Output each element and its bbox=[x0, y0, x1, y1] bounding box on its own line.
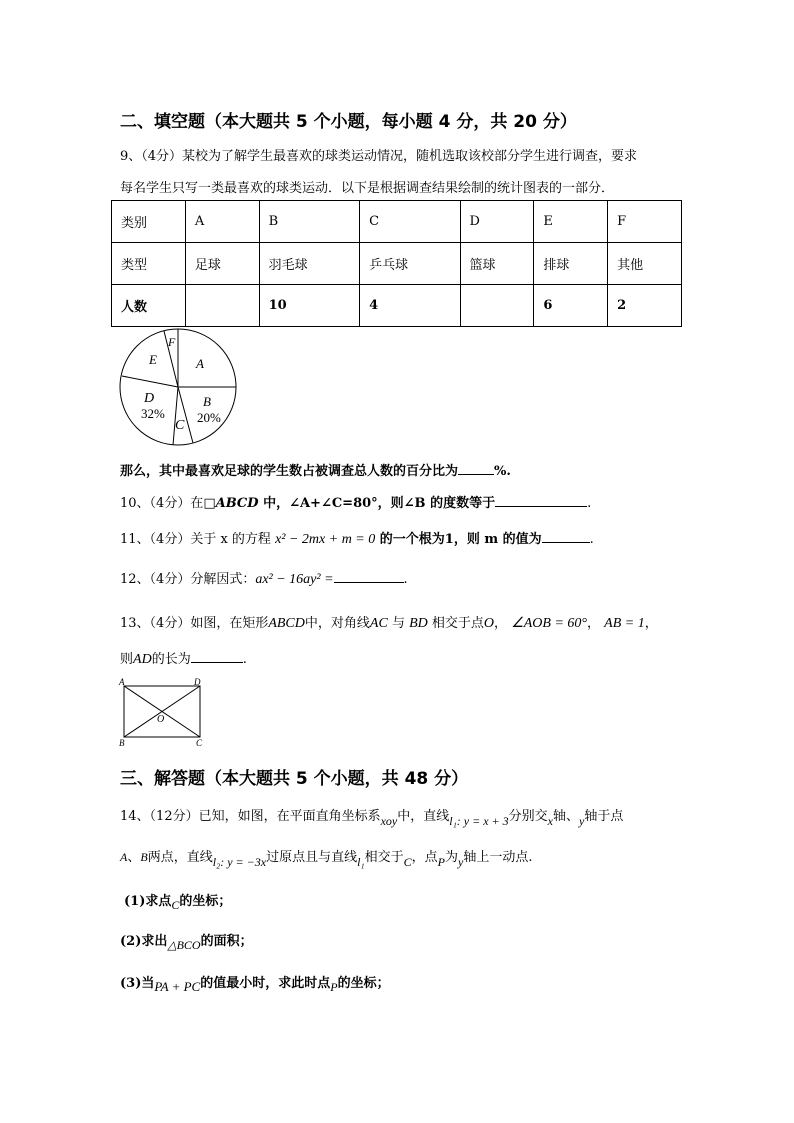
q13-bd: BD bbox=[409, 616, 428, 631]
q14-sub2-triangle: △BCO bbox=[167, 938, 201, 952]
q11-prefix: 11、（4分）关于 x 的方程 bbox=[120, 532, 271, 547]
pie-label-d: D bbox=[144, 391, 155, 406]
q14-c: C bbox=[403, 855, 412, 869]
q13-text: ， bbox=[644, 616, 658, 631]
q10-text: 中，∠A+∠C=80°，则∠B 的度数等于 bbox=[258, 496, 496, 511]
q14-l2-equation: l₂: y = −3x bbox=[212, 855, 267, 869]
q9-data-table bbox=[111, 200, 682, 327]
q13-line2 bbox=[120, 648, 247, 668]
q14-xoy: xoy bbox=[380, 814, 398, 828]
q10 bbox=[120, 492, 591, 511]
pie-value-d: 32% bbox=[141, 406, 165, 421]
q14-l1: l₁ bbox=[357, 855, 365, 869]
q13-rectangle-figure bbox=[116, 676, 208, 748]
q9-question-suffix: %. bbox=[494, 464, 511, 479]
q14-text: 相交于 bbox=[364, 850, 404, 865]
q14-text: 两点，直线 bbox=[147, 850, 213, 865]
table-row bbox=[112, 201, 682, 243]
q14-sub2-text: 的面积； bbox=[200, 934, 253, 949]
q14-sub3 bbox=[120, 972, 390, 994]
vertex-label-a: A bbox=[119, 677, 125, 687]
table-cell: 排球 bbox=[534, 243, 608, 285]
q14-b: B bbox=[140, 850, 148, 864]
pie-label-e: E bbox=[149, 352, 157, 367]
q13-ab: AB = 1 bbox=[604, 616, 645, 631]
q11-equation: x² − 2mx + m = 0 bbox=[275, 532, 376, 547]
q14-l1-equation: l₁: y = x + 3 bbox=[449, 814, 509, 828]
q13-angle: ∠AOB = 60° bbox=[511, 616, 588, 631]
table-cell: 2 bbox=[608, 285, 682, 327]
q10-abcd: ABCD bbox=[215, 496, 259, 511]
section-2-title: 二、填空题（本大题共 5 个小题，每小题 4 分，共 20 分） bbox=[120, 112, 577, 132]
q11 bbox=[120, 528, 594, 548]
q13-text: 的长为 bbox=[151, 652, 191, 667]
q9-line1: 9、（4分）某校为了解学生最喜欢的球类运动情况，随机选取该校部分学生进行调查，要求 bbox=[120, 149, 638, 164]
table-row bbox=[112, 243, 682, 285]
q14-text: 轴于点 bbox=[584, 809, 624, 824]
section-3-title: 三、解答题（本大题共 5 个小题，共 48 分） bbox=[120, 769, 469, 789]
q13-line1 bbox=[120, 612, 658, 632]
q13-text: ， bbox=[494, 616, 508, 631]
pie-divider-c-d bbox=[173, 387, 178, 445]
q14-y: y bbox=[578, 814, 585, 828]
table-cell: F bbox=[608, 201, 682, 243]
table-cell: E bbox=[534, 201, 608, 243]
q13-ac: AC bbox=[369, 616, 388, 631]
q14-text: 为 bbox=[445, 850, 459, 865]
q14-text: 、 bbox=[127, 850, 141, 865]
table-cell: 4 bbox=[360, 285, 460, 327]
q13-text: 与 bbox=[391, 616, 405, 631]
table-cell: 6 bbox=[534, 285, 608, 327]
q9-question-text: 那么，其中最喜欢足球的学生数占被调查总人数的百分比为 bbox=[120, 464, 459, 479]
table-cell: A bbox=[185, 201, 259, 243]
table-cell bbox=[185, 285, 259, 327]
table-cell: 类别 bbox=[112, 201, 186, 243]
q12 bbox=[120, 568, 408, 588]
q13-ad: AD bbox=[133, 652, 152, 667]
q14-text: 14、（12分）已知，如图，在平面直角坐标系 bbox=[120, 809, 381, 824]
table-cell: 其他 bbox=[608, 243, 682, 285]
vertex-label-c: C bbox=[196, 738, 203, 748]
vertex-label-b: B bbox=[119, 738, 125, 748]
q14-text: 中，直线 bbox=[397, 809, 450, 824]
table-cell bbox=[460, 285, 534, 327]
table-cell: 类型 bbox=[112, 243, 186, 285]
q13-text: ， bbox=[587, 616, 601, 631]
q14-sub3-text: (3)当 bbox=[120, 976, 155, 991]
table-cell: 乒乓球 bbox=[360, 243, 460, 285]
q13-text: 相交于点 bbox=[431, 616, 484, 631]
q13-prefix: 13、（4分）如图，在矩形 bbox=[120, 616, 269, 631]
pie-label-f: F bbox=[168, 335, 176, 349]
q14-sub3-text: 的坐标； bbox=[337, 976, 390, 991]
q14-sub3-p: P bbox=[330, 980, 338, 994]
q13-suffix: . bbox=[242, 652, 247, 667]
q14-y2: y bbox=[458, 855, 464, 869]
q12-expression: ax² − 16ay² = bbox=[255, 572, 334, 587]
table-cell: B bbox=[259, 201, 359, 243]
pie-value-b: 20% bbox=[197, 410, 221, 425]
q13-text: 则 bbox=[120, 652, 134, 667]
q14-sub2 bbox=[120, 930, 253, 952]
table-row bbox=[112, 285, 682, 327]
q14-text: 轴上一动点. bbox=[463, 850, 533, 865]
q11-answer-blank[interactable] bbox=[542, 530, 590, 543]
table-cell: 羽毛球 bbox=[259, 243, 359, 285]
pie-label-a: A bbox=[196, 356, 204, 371]
q14-sub3-expression: PA + PC bbox=[154, 979, 201, 994]
q13-abcd: ABCD bbox=[268, 616, 305, 631]
q13-answer-blank[interactable] bbox=[191, 650, 243, 663]
q14-x: x bbox=[547, 814, 553, 828]
q12-answer-blank[interactable] bbox=[334, 570, 404, 583]
table-cell: C bbox=[360, 201, 460, 243]
q9-line2: 每名学生只写一类最喜欢的球类运动．以下是根据调查结果绘制的统计图表的一部分． bbox=[120, 181, 615, 196]
q13-o: O bbox=[483, 616, 495, 631]
q12-suffix: . bbox=[403, 572, 408, 587]
q11-suffix: . bbox=[589, 532, 594, 547]
pie-label-c: C bbox=[175, 418, 185, 433]
q14-sub1-text: (1)求点 bbox=[124, 894, 172, 909]
q10-suffix: . bbox=[587, 496, 592, 511]
table-cell: D bbox=[460, 201, 534, 243]
q11-text: 的一个根为1，则 m 的值为 bbox=[375, 532, 542, 547]
q14-sub1-c: C bbox=[171, 898, 180, 912]
pie-divider-d-e bbox=[122, 376, 178, 387]
q14-line1 bbox=[120, 805, 624, 828]
q14-text: ，点 bbox=[411, 850, 438, 865]
table-cell: 足球 bbox=[185, 243, 259, 285]
center-label-o: O bbox=[157, 714, 165, 725]
q9-question bbox=[120, 460, 511, 479]
q14-p: P bbox=[437, 855, 445, 869]
table-cell: 10 bbox=[259, 285, 359, 327]
q13-text: 中，对角线 bbox=[304, 616, 370, 631]
q14-sub1 bbox=[124, 890, 232, 912]
q9-pie-chart bbox=[112, 326, 242, 450]
q12-prefix: 12、（4分）分解因式： bbox=[120, 572, 256, 587]
q14-sub3-text: 的值最小时，求此时点 bbox=[200, 976, 331, 991]
q14-line2 bbox=[120, 846, 533, 869]
q14-sub2-text: (2)求出 bbox=[120, 934, 168, 949]
q14-text: 过原点且与直线 bbox=[266, 850, 358, 865]
q14-sub1-text: 的坐标； bbox=[179, 894, 232, 909]
q10-prefix: 10、（4分）在□ bbox=[120, 496, 216, 511]
q14-text: 轴、 bbox=[552, 809, 579, 824]
table-cell: 篮球 bbox=[460, 243, 534, 285]
q9-answer-blank[interactable] bbox=[458, 462, 494, 475]
q10-answer-blank[interactable] bbox=[495, 494, 587, 507]
pie-divider-b-c bbox=[178, 387, 193, 443]
table-cell: 人数 bbox=[112, 285, 186, 327]
q14-a: A bbox=[120, 850, 128, 864]
q14-text: 分别交 bbox=[508, 809, 548, 824]
vertex-label-d: D bbox=[194, 677, 201, 687]
pie-label-b: B bbox=[203, 394, 211, 409]
